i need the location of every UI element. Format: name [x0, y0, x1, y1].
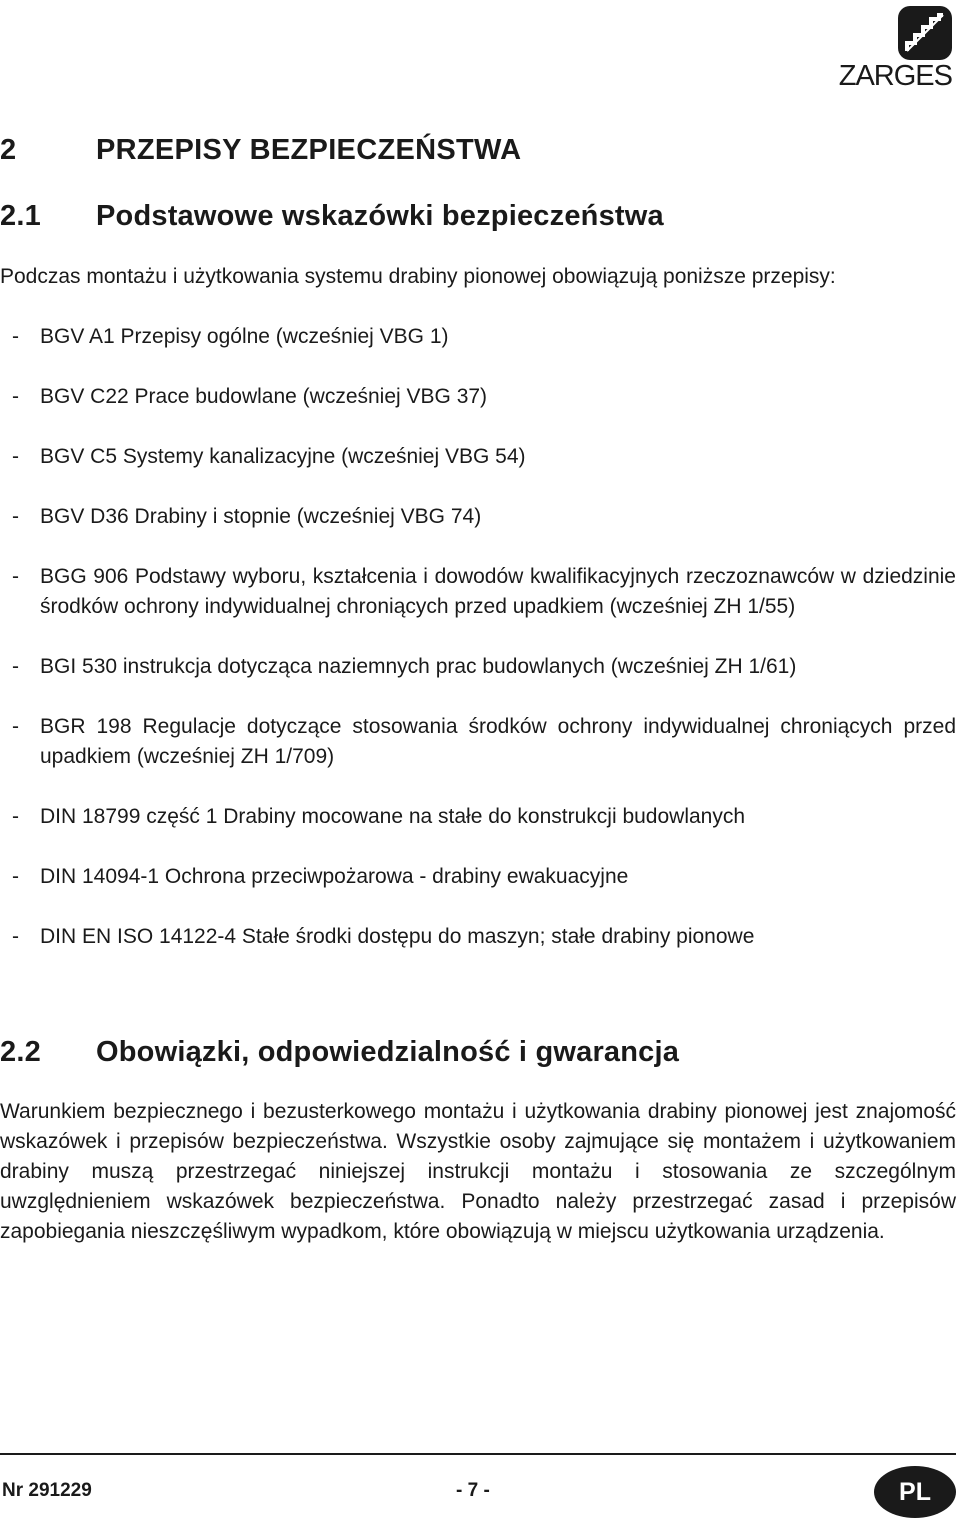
- list-dash: -: [12, 325, 19, 348]
- list-item: [0, 922, 960, 952]
- list-item-text: DIN 14094-1 Ochrona przeciwpożarowa - drabiny ewakuacyjne: [40, 865, 629, 888]
- list-item-text: BGV A1 Przepisy ogólne (wcześniej VBG 1): [40, 325, 449, 348]
- subsection-title: Obowiązki, odpowiedzialność i gwarancja: [96, 1036, 680, 1068]
- list-item: [0, 382, 960, 412]
- list-dash: -: [12, 925, 19, 948]
- subsection-number: 2.1: [0, 200, 41, 232]
- list-item-text: DIN 18799 część 1 Drabiny mocowane na stałe do konstrukcji budowlanych: [40, 805, 746, 828]
- list-dash: -: [12, 805, 19, 828]
- section-heading: [0, 134, 521, 167]
- subsection-heading-2-2: [0, 1036, 679, 1069]
- list-dash: -: [12, 715, 19, 738]
- list-item: [0, 322, 960, 352]
- list-item-text: BGG 906 Podstawy wyboru, kształcenia i dowodów kwalifikacyjnych rzeczoznawców w dziedzinie środków ochrony indywidualnej chroniących przed upadkiem (wcześniej ZH 1/55): [40, 565, 956, 618]
- list-item: [0, 802, 960, 832]
- list-dash: -: [12, 505, 19, 528]
- list-item-text: BGI 530 instrukcja dotycząca naziemnych prac budowlanych (wcześniej ZH 1/61): [40, 655, 797, 678]
- subsection-heading-2-1: [0, 200, 664, 233]
- subsection-number: 2.2: [0, 1036, 41, 1068]
- section-number: 2: [0, 134, 17, 166]
- list-item: [0, 862, 960, 892]
- list-item: [0, 652, 960, 682]
- stairs-icon: [898, 6, 952, 60]
- list-dash: -: [12, 865, 19, 888]
- regulations-list: [0, 322, 960, 982]
- intro-text: Podczas montażu i użytkowania systemu drabiny pionowej obowiązują poniższe przepisy:: [0, 265, 836, 288]
- responsibility-paragraph: Warunkiem bezpiecznego i bezusterkowego montażu i użytkowania drabiny pionowej jest znajomość wskazówek i przepisów bezpieczeństwa. Wszystkie osoby zajmujące się montażem i użytkowaniem drabiny muszą przestrzegać niniejszej instrukcji montażu i stosowania ze szczególnym uwzględnieniem wskazówek bezpieczeństwa. Ponadto należy przestrzegać zasad i przepisów zapobiegania nieszczęśliwym wypadkom, które obowiązują w miejscu użytkowania urządzenia.: [0, 1100, 956, 1243]
- subsection-title: Podstawowe wskazówki bezpieczeństwa: [96, 200, 664, 232]
- list-item-text: BGV C5 Systemy kanalizacyjne (wcześniej VBG 54): [40, 445, 526, 468]
- list-dash: -: [12, 655, 19, 678]
- list-item: [0, 442, 960, 472]
- document-number: Nr 291229: [2, 1480, 92, 1501]
- footer-divider: [0, 1453, 956, 1455]
- list-item-text: BGR 198 Regulacje dotyczące stosowania środków ochrony indywidualnej chroniących przed upadkiem (wcześniej ZH 1/709): [40, 715, 956, 768]
- list-item-text: DIN EN ISO 14122-4 Stałe środki dostępu do maszyn; stałe drabiny pionowe: [40, 925, 755, 948]
- zarges-logo: [804, 4, 954, 90]
- section-title: PRZEPISY BEZPIECZEŃSTWA: [96, 134, 522, 166]
- list-item-text: BGV C22 Prace budowlane (wcześniej VBG 37): [40, 385, 488, 408]
- list-item: [0, 712, 960, 772]
- list-dash: -: [12, 385, 19, 408]
- list-dash: -: [12, 565, 19, 588]
- list-dash: -: [12, 445, 19, 468]
- list-item: [0, 502, 960, 532]
- page-number: - 7 -: [456, 1480, 490, 1501]
- list-item-text: BGV D36 Drabiny i stopnie (wcześniej VBG 74): [40, 505, 482, 528]
- logo-wordmark: ZARGES: [838, 60, 952, 92]
- language-badge: PL: [874, 1466, 956, 1518]
- list-item: [0, 562, 960, 622]
